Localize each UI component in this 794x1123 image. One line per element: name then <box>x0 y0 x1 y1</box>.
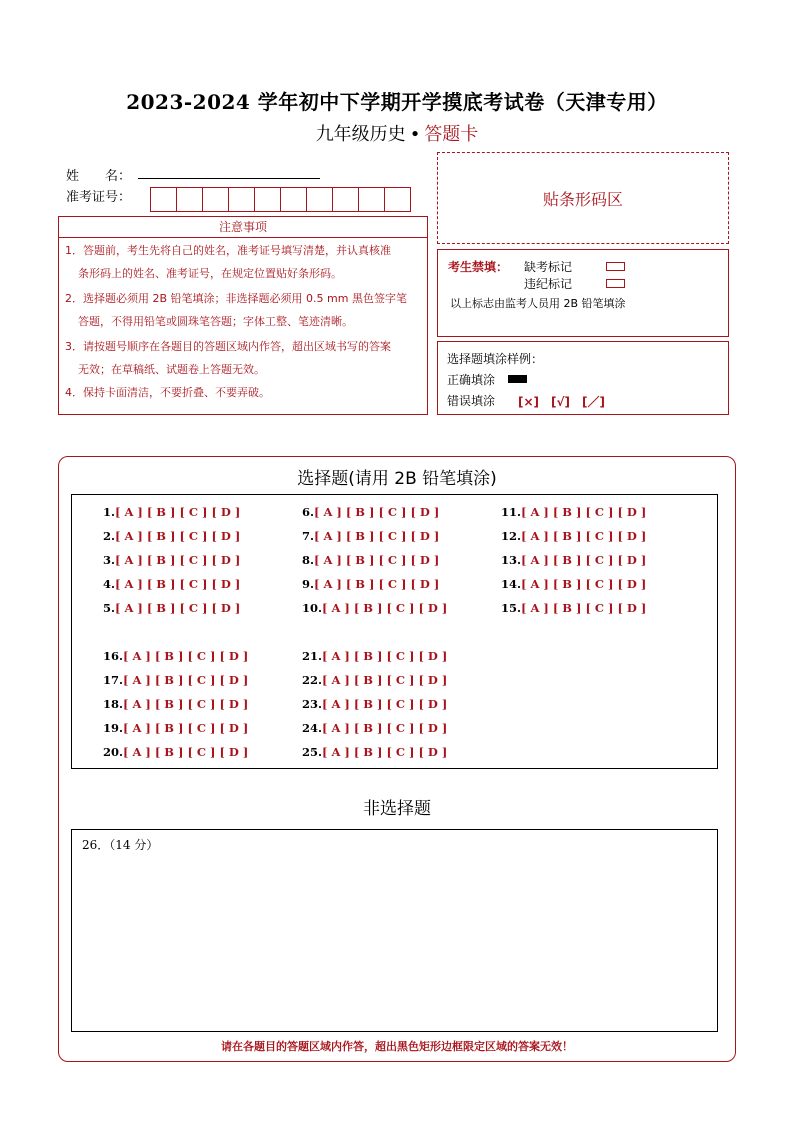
barcode-area: 贴条形码区 <box>437 152 729 244</box>
question-12-row[interactable] <box>501 529 646 543</box>
answer-options[interactable]: [ A ] [ B ] [ C ] [ D ] <box>521 577 647 591</box>
notice-line: 3．请按题号顺序在各题目的答题区域内作答，超出区域书写的答案 <box>65 340 391 353</box>
question-number: 18. <box>103 697 124 711</box>
question-23-row[interactable] <box>302 697 447 711</box>
question-number: 2. <box>103 529 116 543</box>
question-number: 17. <box>103 673 124 687</box>
question-number: 6. <box>302 505 315 519</box>
answer-options[interactable]: [ A ] [ B ] [ C ] [ D ] <box>314 529 440 543</box>
question-26-label: 26．（14 分） <box>82 838 159 852</box>
question-7-row[interactable] <box>302 529 439 543</box>
wrong-fill-marks: [×] [√] [／] <box>518 395 605 409</box>
id-label: 准考证号： <box>66 190 132 205</box>
question-18-row[interactable] <box>103 697 248 711</box>
question-6-row[interactable] <box>302 505 439 519</box>
question-number: 23. <box>302 697 323 711</box>
notice-item <box>65 381 423 404</box>
question-21-row[interactable] <box>302 649 447 663</box>
question-15-row[interactable] <box>501 601 646 615</box>
wrong-fill-label: 错误填涂 <box>447 394 496 408</box>
answer-options[interactable]: [ A ] [ B ] [ C ] [ D ] <box>521 601 647 615</box>
question-17-row[interactable] <box>103 673 248 687</box>
answer-sheet-label: 答题卡 <box>424 124 479 145</box>
notice-item <box>65 239 423 285</box>
footer-warning: 请在各题目的答题区域内作答，超出黑色矩形边框限定区域的答案无效！ <box>221 1040 573 1053</box>
notice-line: 条形码上的姓名、准考证号，在规定位置贴好条形码。 <box>78 267 342 280</box>
question-26-box[interactable] <box>71 829 718 1032</box>
question-16-row[interactable] <box>103 649 248 663</box>
question-number: 24. <box>302 721 323 735</box>
answer-options[interactable]: [ A ] [ B ] [ C ] [ D ] <box>123 721 249 735</box>
examinee-forbid-box <box>437 249 729 337</box>
question-number: 10. <box>302 601 323 615</box>
question-10-row[interactable] <box>302 601 447 615</box>
exam-id-digit-box[interactable] <box>176 187 203 212</box>
answer-options[interactable]: [ A ] [ B ] [ C ] [ D ] <box>115 529 241 543</box>
violation-mark-box[interactable] <box>606 279 625 288</box>
exam-id-boxes[interactable] <box>151 187 411 212</box>
answer-options[interactable]: [ A ] [ B ] [ C ] [ D ] <box>322 601 448 615</box>
subtitle-separator: • <box>409 124 421 145</box>
answer-options[interactable]: [ A ] [ B ] [ C ] [ D ] <box>322 697 448 711</box>
answer-options[interactable]: [ A ] [ B ] [ C ] [ D ] <box>123 649 249 663</box>
notice-item <box>65 335 423 381</box>
question-8-row[interactable] <box>302 553 439 567</box>
question-number: 7. <box>302 529 315 543</box>
exam-id-digit-box[interactable] <box>280 187 307 212</box>
violation-mark-label: 违纪标记 <box>524 277 573 291</box>
question-9-row[interactable] <box>302 577 439 591</box>
exam-id-digit-box[interactable] <box>358 187 385 212</box>
answer-options[interactable]: [ A ] [ B ] [ C ] [ D ] <box>521 505 647 519</box>
exam-id-digit-box[interactable] <box>150 187 177 212</box>
absent-mark-box[interactable] <box>606 262 625 271</box>
question-22-row[interactable] <box>302 673 447 687</box>
question-number: 12. <box>501 529 522 543</box>
answer-options[interactable]: [ A ] [ B ] [ C ] [ D ] <box>521 553 647 567</box>
non-choice-title: 非选择题 <box>363 799 431 819</box>
answer-options[interactable]: [ A ] [ B ] [ C ] [ D ] <box>322 745 448 759</box>
absent-mark-label: 缺考标记 <box>524 260 573 274</box>
exam-id-digit-box[interactable] <box>254 187 281 212</box>
answer-options[interactable]: [ A ] [ B ] [ C ] [ D ] <box>115 505 241 519</box>
forbid-note: 以上标志由监考人员用 2B 铅笔填涂 <box>450 297 626 310</box>
answer-options[interactable]: [ A ] [ B ] [ C ] [ D ] <box>123 673 249 687</box>
question-number: 5. <box>103 601 116 615</box>
multiple-choice-title: 选择题(请用 2B 铅笔填涂) <box>297 469 497 489</box>
question-number: 21. <box>302 649 323 663</box>
correct-fill-mark <box>508 375 527 383</box>
question-19-row[interactable] <box>103 721 248 735</box>
question-5-row[interactable] <box>103 601 240 615</box>
question-number: 8. <box>302 553 315 567</box>
question-number: 15. <box>501 601 522 615</box>
answer-options[interactable]: [ A ] [ B ] [ C ] [ D ] <box>322 721 448 735</box>
answer-options[interactable]: [ A ] [ B ] [ C ] [ D ] <box>314 577 440 591</box>
exam-id-digit-box[interactable] <box>228 187 255 212</box>
question-25-row[interactable] <box>302 745 447 759</box>
question-13-row[interactable] <box>501 553 646 567</box>
question-24-row[interactable] <box>302 721 447 735</box>
answer-options[interactable]: [ A ] [ B ] [ C ] [ D ] <box>521 529 647 543</box>
answer-options[interactable]: [ A ] [ B ] [ C ] [ D ] <box>115 553 241 567</box>
answer-options[interactable]: [ A ] [ B ] [ C ] [ D ] <box>322 673 448 687</box>
answer-options[interactable]: [ A ] [ B ] [ C ] [ D ] <box>123 697 249 711</box>
question-20-row[interactable] <box>103 745 248 759</box>
multiple-choice-box <box>71 494 718 769</box>
notice-box <box>58 216 428 415</box>
answer-options[interactable]: [ A ] [ B ] [ C ] [ D ] <box>322 649 448 663</box>
question-number: 4. <box>103 577 116 591</box>
answer-options[interactable]: [ A ] [ B ] [ C ] [ D ] <box>314 505 440 519</box>
question-number: 3. <box>103 553 116 567</box>
name-field[interactable] <box>138 178 320 179</box>
question-11-row[interactable] <box>501 505 646 519</box>
question-1-row[interactable] <box>103 505 240 519</box>
question-4-row[interactable] <box>103 577 240 591</box>
answer-options[interactable]: [ A ] [ B ] [ C ] [ D ] <box>115 601 241 615</box>
question-number: 25. <box>302 745 323 759</box>
question-number: 13. <box>501 553 522 567</box>
question-number: 9. <box>302 577 315 591</box>
name-label: 姓 名： <box>66 169 132 184</box>
notice-item <box>65 287 423 333</box>
answer-options[interactable]: [ A ] [ B ] [ C ] [ D ] <box>115 577 241 591</box>
question-number: 1. <box>103 505 116 519</box>
question-14-row[interactable] <box>501 577 646 591</box>
notice-heading: 注意事项 <box>59 217 427 238</box>
forbid-label: 考生禁填： <box>448 260 509 274</box>
notice-line: 4．保持卡面清洁，不要折叠、不要弄破。 <box>65 386 270 399</box>
question-2-row[interactable] <box>103 529 240 543</box>
exam-id-digit-box[interactable] <box>332 187 359 212</box>
question-3-row[interactable] <box>103 553 240 567</box>
subject-label: 九年级历史 <box>315 124 406 145</box>
exam-id-digit-box[interactable] <box>306 187 333 212</box>
answer-options[interactable]: [ A ] [ B ] [ C ] [ D ] <box>123 745 249 759</box>
notice-line: 2．选择题必须用 2B 铅笔填涂；非选择题必须用 0.5 mm 黑色签字笔 <box>65 292 407 305</box>
answer-options[interactable]: [ A ] [ B ] [ C ] [ D ] <box>314 553 440 567</box>
sample-heading: 选择题填涂样例： <box>447 352 544 366</box>
notice-line: 1．答题前，考生先将自己的姓名，准考证号填写清楚，并认真核准 <box>65 244 391 257</box>
question-number: 14. <box>501 577 522 591</box>
question-number: 16. <box>103 649 124 663</box>
exam-id-digit-box[interactable] <box>202 187 229 212</box>
fill-sample-box <box>437 341 729 415</box>
question-number: 19. <box>103 721 124 735</box>
exam-subtitle <box>0 120 794 146</box>
exam-title: 2023-2024 学年初中下学期开学摸底考试卷（天津专用） <box>126 90 668 114</box>
question-number: 11. <box>501 505 522 519</box>
notice-line: 答题，不得用铅笔或圆珠笔答题；字体工整、笔迹清晰。 <box>78 315 353 328</box>
exam-id-digit-box[interactable] <box>384 187 411 212</box>
notice-line: 无效；在草稿纸、试题卷上答题无效。 <box>78 363 265 376</box>
question-number: 20. <box>103 745 124 759</box>
question-number: 22. <box>302 673 323 687</box>
correct-fill-label: 正确填涂 <box>447 373 496 387</box>
